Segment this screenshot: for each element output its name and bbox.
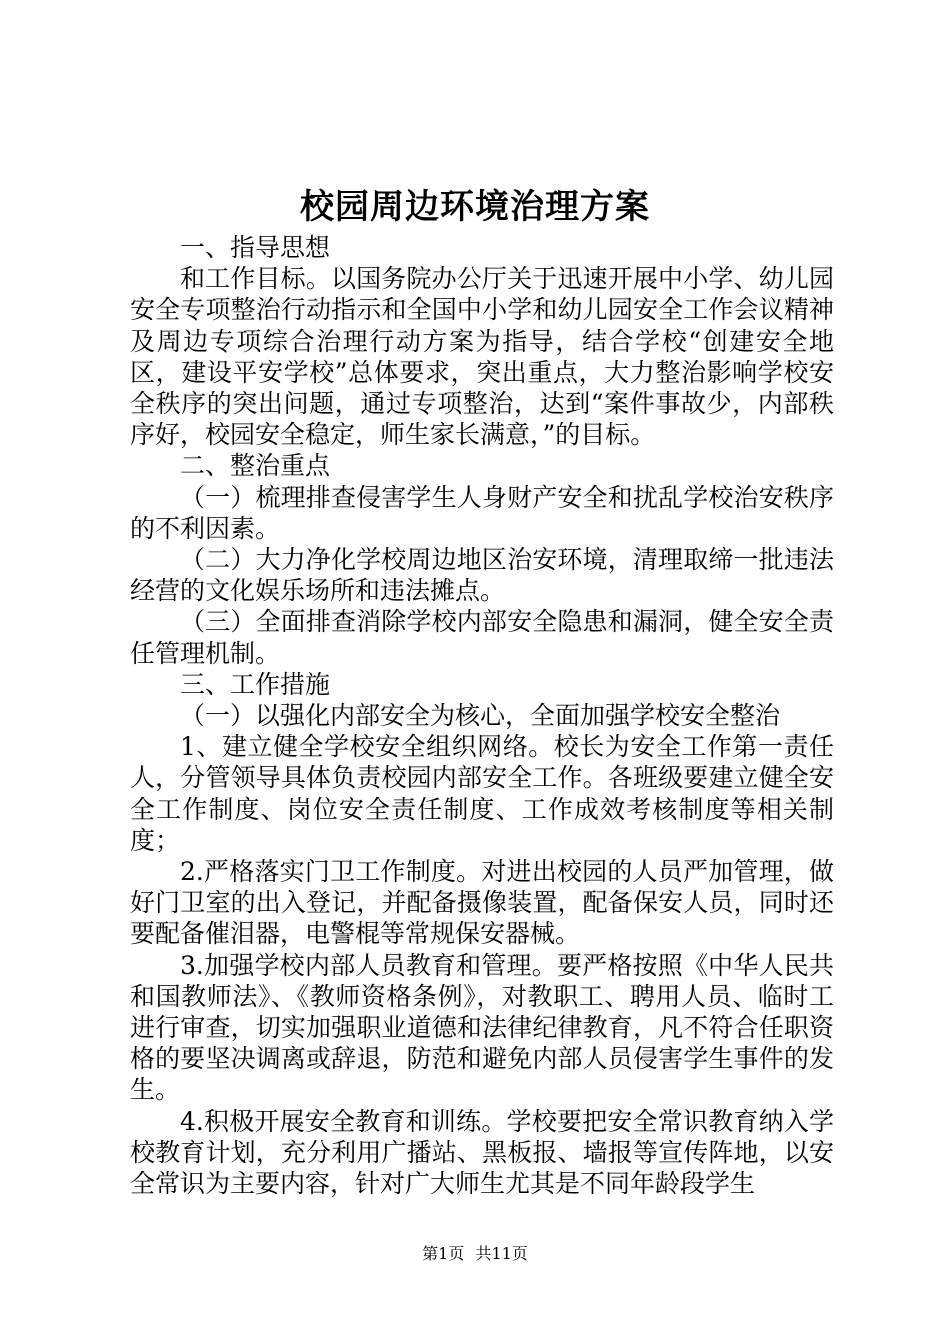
page-footer	[0, 1243, 950, 1265]
page-number-total: 共11页	[475, 1244, 528, 1263]
document-body	[130, 232, 834, 1199]
paragraph-measure-1: 1、建立健全学校安全组织网络。校长为安全工作第一责任人，分管领导具体负责校园内部安全工作。各班级要建立健全安全工作制度、岗位安全责任制度、工作成效考核制度等相关制度；	[130, 732, 834, 855]
paragraph-measure-3: 3.加强学校内部人员教育和管理。要严格按照《中华人民共和国教师法》、《教师资格条例》，对教职工、聘用人员、临时工进行审查，切实加强职业道德和法律纪律教育，凡不符合任职资格的要坚决调离或辞退，防范和避免内部人员侵害学生事件的发生。	[130, 950, 834, 1105]
section-heading-2: 二、整治重点	[180, 451, 331, 481]
paragraph-guiding-goals: 和工作目标。以国务院办公厅关于迅速开展中小学、幼儿园安全专项整治行动指示和全国中小学和幼儿园安全工作会议精神及周边专项综合治理行动方案为指导，结合学校“创建安全地区，建设平安学校”总体要求，突出重点，大力整治影响学校安全秩序的突出问题，通过专项整治，达到“案件事故少，内部秩序好，校园安全稳定，师生家长满意，”的目标。	[130, 264, 834, 450]
page-number-current: 第1页	[422, 1244, 465, 1263]
paragraph-measure-4: 4.积极开展安全教育和训练。学校要把安全常识教育纳入学校教育计划，充分利用广播站、黑板报、墙报等宣传阵地，以安全常识为主要内容，针对广大师生尤其是不同年龄段学生	[130, 1106, 834, 1199]
section-heading-3: 三、工作措施	[180, 669, 331, 699]
paragraph-measure-2: 2.严格落实门卫工作制度。对进出校园的人员严加管理，做好门卫室的出入登记，并配备摄像装置，配备保安人员，同时还要配备催泪器，电警棍等常规保安器械。	[130, 857, 834, 949]
paragraph-focus-2: （二）大力净化学校周边地区治安环境，清理取缔一批违法经营的文化娱乐场所和违法摊点。	[130, 545, 834, 606]
paragraph-focus-3: （三）全面排查消除学校内部安全隐患和漏洞，健全安全责任管理机制。	[130, 607, 834, 668]
section-heading-1: 一、指导思想	[180, 233, 331, 262]
subsection-heading-1: （一）以强化内部安全为核心，全面加强学校安全整治	[180, 701, 781, 731]
document-title: 校园周边环境治理方案	[300, 187, 650, 227]
paragraph-focus-1: （一）梳理排查侵害学生人身财产安全和扰乱学校治安秩序的不利因素。	[130, 482, 834, 543]
